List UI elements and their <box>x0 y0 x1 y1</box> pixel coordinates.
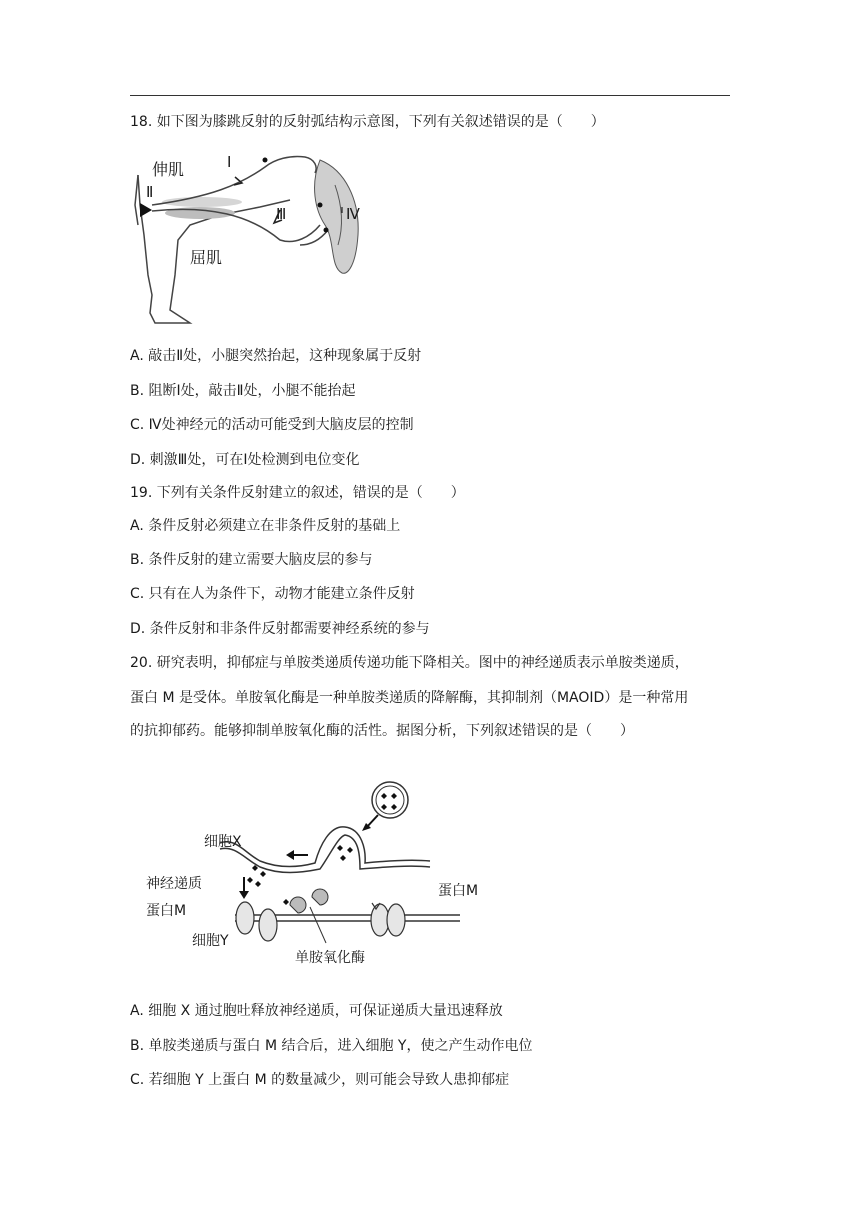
q19-option-b: B. 条件反射的建立需要大脑皮层的参与 <box>130 552 373 568</box>
q19-stem: 19. 下列有关条件反射建立的叙述，错误的是（ ） <box>130 485 465 501</box>
q18-option-d: D. 刺激Ⅲ处，可在Ⅰ处检测到电位变化 <box>130 452 360 468</box>
q20-stem-line-2: 蛋白 M 是受体。单胺氧化酶是一种单胺类递质的降解酶，其抑制剂（MAOID）是一种常用 <box>130 690 689 706</box>
synapse-figure <box>140 775 520 970</box>
label-extensor: 伸肌 <box>152 160 185 179</box>
q20-stem-line-1: 20. 研究表明，抑郁症与单胺类递质传递功能下降相关。图中的神经递质表示单胺类递质， <box>130 655 689 671</box>
q20-option-c: C. 若细胞 Y 上蛋白 M 的数量减少，则可能会导致人患抑郁症 <box>130 1072 510 1088</box>
label-mao: 单胺氧化酶 <box>295 950 365 966</box>
q20-option-a: A. 细胞 X 通过胞吐释放神经递质，可保证递质大量迅速释放 <box>130 1003 503 1019</box>
q18-option-c: C. Ⅳ处神经元的活动可能受到大脑皮层的控制 <box>130 417 414 433</box>
label-protein-m-right: 蛋白M <box>438 883 479 899</box>
q20-option-b: B. 单胺类递质与蛋白 M 结合后，进入细胞 Y，使之产生动作电位 <box>130 1038 533 1054</box>
q18-option-a: A. 敲击Ⅱ处，小腿突然抬起，这种现象属于反射 <box>130 348 422 364</box>
label-III: Ⅲ <box>276 207 287 223</box>
q19-option-c: C. 只有在人为条件下，动物才能建立条件反射 <box>130 586 415 602</box>
label-IV: Ⅳ <box>346 207 360 223</box>
label-protein-m-left: 蛋白M <box>146 903 187 919</box>
label-cell-y: 细胞Y <box>192 933 229 949</box>
q19-option-d: D. 条件反射和非条件反射都需要神经系统的参与 <box>130 621 430 637</box>
label-neurotransmitter: 神经递质 <box>146 876 202 892</box>
q18-option-b: B. 阻断Ⅰ处，敲击Ⅱ处，小腿不能抬起 <box>130 383 356 399</box>
label-flexor: 屈肌 <box>190 248 223 267</box>
label-II: Ⅱ <box>146 185 154 201</box>
q18-stem: 18. 如下图为膝跳反射的反射弧结构示意图，下列有关叙述错误的是（ ） <box>130 114 605 130</box>
reflex-arc-figure <box>130 145 370 335</box>
q20-stem-line-3: 的抗抑郁药。能够抑制单胺氧化酶的活性。据图分析，下列叙述错误的是（ ） <box>130 723 634 739</box>
label-I: Ⅰ <box>227 155 232 171</box>
label-cell-x: 细胞X <box>204 834 242 850</box>
header-rule <box>130 95 730 96</box>
q19-option-a: A. 条件反射必须建立在非条件反射的基础上 <box>130 518 401 534</box>
